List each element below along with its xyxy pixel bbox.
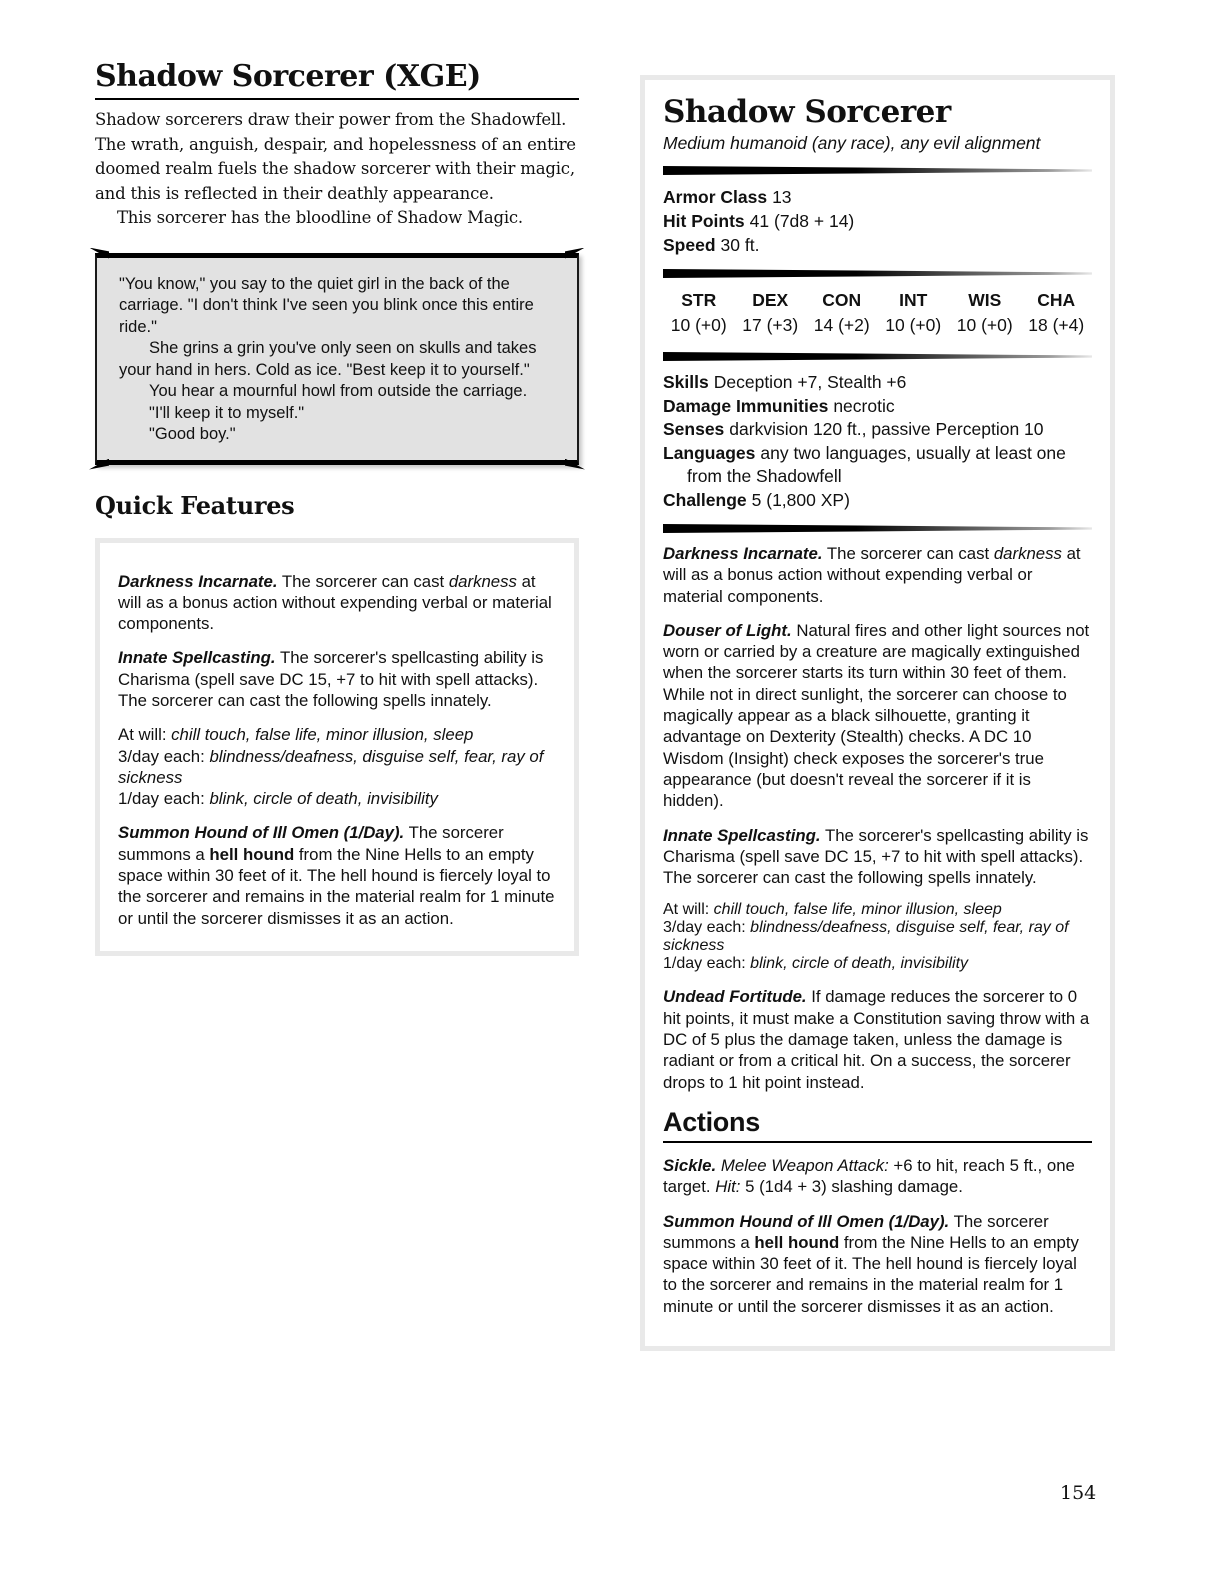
ability-header-cell: WIS bbox=[968, 290, 1002, 310]
trait-paragraph: Innate Spellcasting. The sorcerer's spellcasting ability is Charisma (spell save DC 15, +7 to hit with spell attacks). The sorcerer can cast the following spells innately. bbox=[663, 825, 1089, 888]
trait-paragraph: Darkness Incarnate. The sorcerer can cast darkness at will as a bonus action without expending verbal or material components. bbox=[663, 544, 1081, 606]
attribute-value: 41 (7d8 + 14) bbox=[749, 211, 855, 231]
intro-paragraph: Shadow sorcerers draw their power from the Shadowfell. The wrath, anguish, despair, and hopelessness of an entire doomed realm fuels the shadow sorcerer with their magic, and this is reflected in their deathly appearance. bbox=[95, 110, 576, 203]
quote-paragraph: "You know," you say to the quiet girl in the back of the carriage. "I don't think I've seen you blink once this entire ride." bbox=[119, 274, 534, 336]
detail-label: Skills bbox=[663, 372, 709, 392]
action-paragraph: Summon Hound of Ill Omen (1/Day). The sorcerer summons a hell hound from the Nine Hells to an empty space within 30 feet of it. The hell hound is fiercely loyal to the sorcerer and remains in the material realm for 1 minute or until the sorcerer dismisses it as an action. bbox=[663, 1211, 1079, 1316]
detail-row bbox=[663, 371, 1092, 395]
attribute-label: Hit Points bbox=[663, 211, 745, 231]
trait-paragraph: Undead Fortitude. If damage reduces the sorcerer to 0 hit points, it must make a Constitution saving throw with a DC of 5 plus the damage taken, unless the damage is radiant or from a critical hit. On a success, the sorcerer drops to 1 hit point instead. bbox=[663, 987, 1090, 1092]
detail-label: Damage Immunities bbox=[663, 395, 829, 416]
attribute-label: Armor Class bbox=[663, 187, 768, 207]
quote-corner-icon bbox=[565, 459, 585, 470]
action-paragraph: Sickle. Melee Weapon Attack: +6 to hit, reach 5 ft., one target. Hit: 5 (1d4 + 3) slashing damage. bbox=[663, 1155, 1075, 1197]
quote-paragraph: "Good boy." bbox=[149, 425, 236, 443]
actions-heading: Actions bbox=[663, 1106, 1092, 1143]
detail-label: Senses bbox=[663, 419, 725, 439]
ability-header-cell: CON bbox=[822, 290, 862, 310]
feature-paragraph: Summon Hound of Ill Omen (1/Day). The sorcerer summons a hell hound from the Nine Hells to an empty space within 30 feet of it. The hell hound is fiercely loyal to the sorcerer and remains in the material realm for 1 minute or until the sorcerer dismisses it as an action. bbox=[118, 823, 555, 928]
ability-header-cell: STR bbox=[681, 290, 717, 310]
page-number: 154 bbox=[1060, 1482, 1097, 1504]
quote-paragraph: "I'll keep it to myself." bbox=[149, 403, 305, 422]
feature-paragraph: Darkness Incarnate. The sorcerer can cast darkness at will as a bonus action without expending verbal or material components. bbox=[118, 571, 552, 634]
detail-value: 5 (1,800 XP) bbox=[751, 489, 850, 510]
ability-value-cell: 17 (+3) bbox=[742, 315, 799, 335]
detail-row bbox=[663, 442, 1092, 489]
detail-value: darkvision 120 ft., passive Perception 10 bbox=[729, 419, 1044, 439]
stat-block-title: Shadow Sorcerer bbox=[663, 94, 951, 130]
attribute-value: 30 ft. bbox=[720, 235, 760, 255]
spell-line: 1/day each: blink, circle of death, invisibility bbox=[118, 789, 438, 809]
spell-line: At will: chill touch, false life, minor illusion, sleep bbox=[663, 901, 1002, 919]
ability-value-cell: 10 (+0) bbox=[885, 315, 942, 335]
ability-value-cell: 10 (+0) bbox=[670, 315, 727, 335]
trait-paragraph: Douser of Light. Natural fires and other light sources not worn or carried by a creature are magically extinguished when the sorcerer starts its turn within 30 feet of them. While not in direct sunlight, the sorcerer can choose to magically appear as a black silhouette, granting it advantage on Dexterity (Stealth) checks. A DC 10 Wisdom (Insight) check exposes the sorcerer's true appearance (but doesn't reveal the sorcerer if it is hidden). bbox=[663, 620, 1090, 811]
detail-value: any two languages, usually at least one from the Shadowfell bbox=[687, 442, 1066, 486]
quick-features-heading: Quick Features bbox=[95, 490, 295, 520]
ability-value-cell: 14 (+2) bbox=[813, 315, 870, 335]
stat-block-meta: Medium humanoid (any race), any evil alignment bbox=[663, 133, 1041, 153]
ability-header-cell: INT bbox=[899, 290, 928, 310]
detail-label: Languages bbox=[663, 442, 756, 463]
detail-value: necrotic bbox=[833, 395, 895, 416]
detail-row bbox=[663, 395, 1092, 419]
quote-paragraph: You hear a mournful howl from outside the carriage. bbox=[149, 382, 528, 400]
tapered-divider bbox=[663, 352, 1092, 361]
spell-line: 3/day each: blindness/deafness, disguise self, fear, ray of sickness bbox=[663, 919, 1069, 955]
attribute-row bbox=[663, 209, 1092, 233]
detail-row bbox=[663, 489, 1092, 513]
attribute-row bbox=[663, 185, 1092, 209]
quote-corner-icon bbox=[89, 459, 109, 470]
tapered-divider bbox=[663, 524, 1092, 533]
intro-section bbox=[95, 108, 579, 231]
attribute-row bbox=[663, 233, 1092, 257]
intro-paragraph: This sorcerer has the bloodline of Shadow Magic. bbox=[117, 208, 523, 227]
spell-line: 3/day each: blindness/deafness, disguise self, fear, ray of sickness bbox=[118, 746, 544, 787]
quote-paragraph: She grins a grin you've only seen on skulls and takes your hand in hers. Cold as ice. "Best keep it to yourself." bbox=[119, 339, 537, 379]
article-title: Shadow Sorcerer (XGE) bbox=[95, 60, 579, 100]
ability-header-cell: CHA bbox=[1037, 290, 1076, 310]
spell-line: 1/day each: blink, circle of death, invisibility bbox=[663, 955, 969, 973]
quote-corner-icon bbox=[89, 248, 109, 259]
quote-corner-icon bbox=[565, 248, 585, 259]
ability-header-cell: DEX bbox=[752, 290, 789, 310]
ability-value-cell: 10 (+0) bbox=[956, 315, 1013, 335]
detail-value: Deception +7, Stealth +6 bbox=[713, 372, 907, 392]
spell-line: At will: chill touch, false life, minor illusion, sleep bbox=[118, 725, 474, 745]
innate-spell-list bbox=[663, 901, 1092, 973]
quick-features-box bbox=[95, 538, 579, 956]
tapered-divider bbox=[663, 269, 1092, 278]
stat-block bbox=[640, 75, 1115, 1351]
attribute-label: Speed bbox=[663, 235, 716, 255]
detail-row bbox=[663, 418, 1092, 442]
ability-score-table bbox=[663, 288, 1092, 340]
attribute-value: 13 bbox=[772, 187, 792, 207]
tapered-divider bbox=[663, 166, 1092, 175]
feature-paragraph: Innate Spellcasting. The sorcerer's spellcasting ability is Charisma (spell save DC 15, +7 to hit with spell attacks). The sorcerer can cast the following spells innately. bbox=[118, 648, 544, 710]
flavor-quote-box bbox=[95, 253, 579, 465]
innate-spell-list bbox=[118, 724, 556, 809]
left-column bbox=[95, 60, 579, 956]
ability-value-cell: 18 (+4) bbox=[1028, 315, 1085, 335]
detail-label: Challenge bbox=[663, 489, 747, 510]
